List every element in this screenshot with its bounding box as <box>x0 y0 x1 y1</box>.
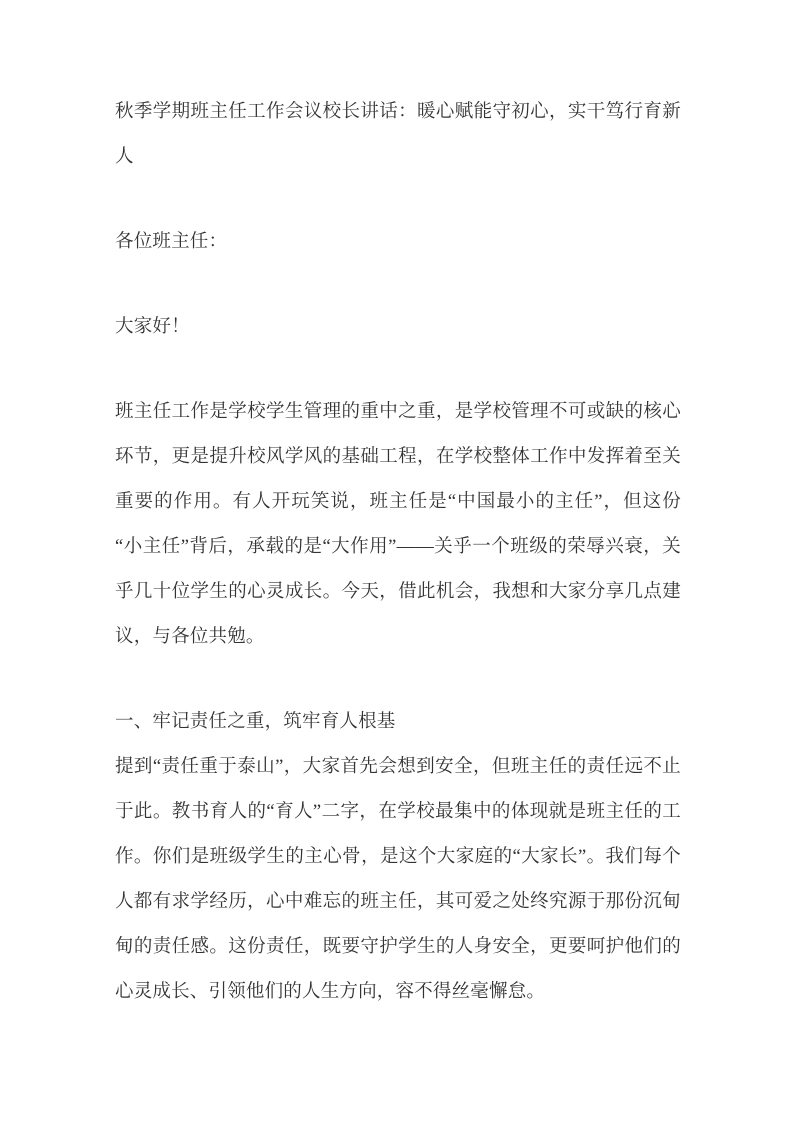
section-1-heading: 一、牢记责任之重，筑牢育人根基 <box>115 712 396 732</box>
intro-paragraph: 班主任工作是学校学生管理的重中之重，是学校管理不可或缺的核心环节，更是提升校风学风的基础工程，在学校整体工作中发挥着至关重要的作用。有人开玩笑说，班主任是“中国最小的主任”，但这份“小主任”背后，承载的是“大作用”——关乎一个班级的荣辱兴衰，关乎几十位学生的心灵成长。今天，借此机会，我想和大家分享几点建议，与各位共勉。 <box>115 402 681 647</box>
greeting: 大家好！ <box>115 317 190 337</box>
section-1-paragraph: 提到“责任重于泰山”，大家首先会想到安全，但班主任的责任远不止于此。教书育人的“育人”二字，在学校最集中的体现就是班主任的工作。你们是班级学生的主心骨，是这个大家庭的“大家长”。我们每个人都有求学经历，心中难忘的班主任，其可爱之处终究源于那份沉甸甸的责任感。这份责任，既要守护学生的人身安全，更要呵护他们的心灵成长、引领他们的人生方向，容不得丝毫懈怠。 <box>115 757 681 1002</box>
document-body <box>115 90 681 1015</box>
document-title: 秋季学期班主任工作会议校长讲话：暖心赋能守初心，实干笃行育新人 <box>115 102 681 167</box>
salutation: 各位班主任： <box>115 232 228 252</box>
